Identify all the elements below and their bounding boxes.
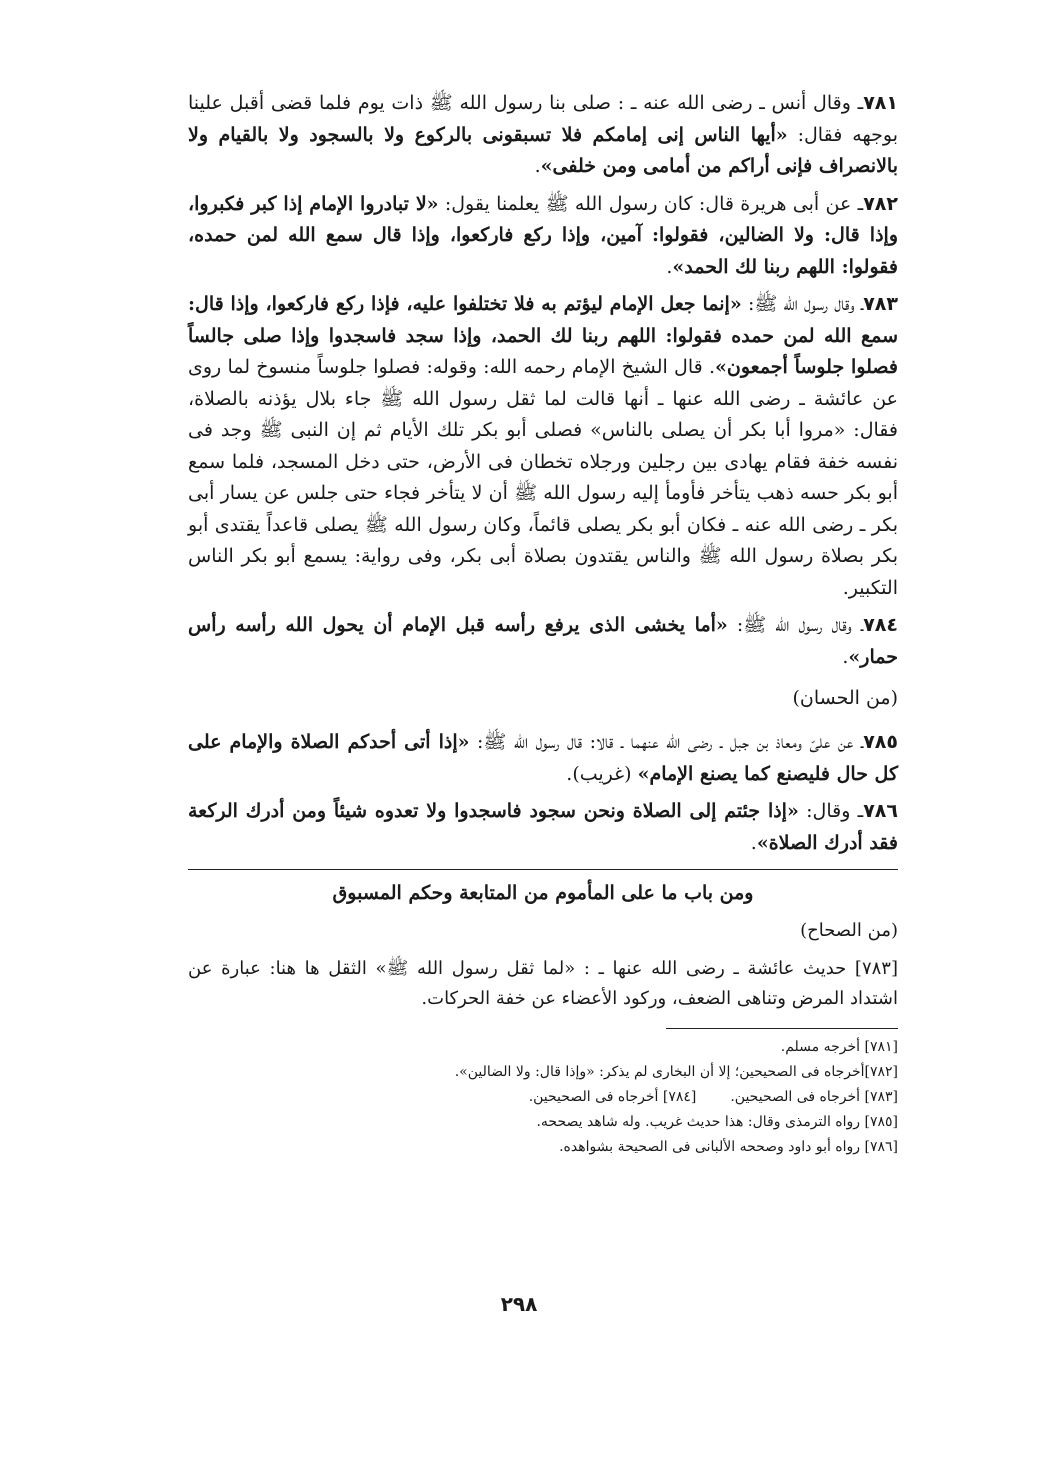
section-divider [188, 869, 898, 870]
footnote-781: [٧٨١] أخرجه مسلم. [780, 1039, 898, 1055]
page-number: ٢٩٨ [500, 1292, 538, 1316]
hadith-text: «إذا أتى أحدكم الصلاة والإمام على كل حال فليصنع كما يصنع الإمام» [188, 731, 898, 785]
hadith-number: ٧٨٣ [863, 293, 898, 315]
hadith-text: «إذا جئتم إلى الصلاة ونحن سجود فاسجدوا ولا تعدوه شيئاً ومن أدرك الركعة فقد أدرك الصلاة» [188, 800, 898, 854]
hadith-tail: (غريب). [566, 762, 638, 785]
hadith-tail: . [534, 155, 541, 177]
page-body [188, 88, 898, 1160]
hadith-783 [188, 289, 898, 604]
hadith-tail: . [842, 645, 849, 668]
hadith-number: ٧٨١ [863, 92, 898, 114]
hadith-784 [188, 610, 898, 673]
hadith-intro: ـ عن علىّ ومعاذ بن جبل ـ رضى الله عنهما ـ قالا: قال رسول الله ﷺ: [469, 731, 864, 753]
hadith-text: «أما يخشى الذى يرفع رأسه قبل الإمام أن يحول الله رأسه رأس حمار» [188, 614, 898, 668]
section-heading: ومن باب ما على المأموم من المتابعة وحكم المسبوق [332, 882, 754, 904]
hadith-number: ٧٨٦ [863, 800, 898, 822]
hadith-tail: . قال الشيخ الإمام رحمه الله: وقوله: فصلوا جلوساً منسوخ لما روى عن عائشة ـ رضى الله عنها ـ أنها قالت لما ثقل رسول الله ﷺ جاء بلال يؤذنه بالصلاة، فقال: «مروا أبا بكر أن يصلى بالناس» فصلى أبو بكر تلك الأيام ثم إن النبى ﷺ وجد فى نفسه خفة فقام يهادى بين رجلين ورجلاه تخطان فى الأرض، حتى دخل المسجد، فلما سمع أبو بكر حسه ذهب يتأخر فأومأ إليه رسول الله ﷺ أن لا يتأخر فجاء حتى جلس عن يسار أبى بكر ـ رضى الله عنه ـ فكان أبو بكر يصلى قائماً، وكان رسول الله ﷺ يصلى قاعداً يقتدى أبو بكر بصلاة رسول الله ﷺ والناس يقتدون بصلاة أبى بكر، وفى رواية: يسمع أبو بكر الناس التكبير. [188, 356, 898, 599]
grade-sahih-label: (من الصحاح) [800, 920, 898, 941]
hadith-number: ٧٨٤ [863, 614, 898, 636]
footnote-785: [٧٨٥] رواه الترمذى وقال: هذا حديث غريب. وله شاهد يصححه. [536, 1114, 898, 1130]
footnote-782: [٧٨٢]أخرجاه فى الصحيحين؛ إلا أن البخارى لم يذكر: «وإذا قال: ولا الضالين». [454, 1064, 898, 1080]
hadith-number: ٧٨٥ [863, 731, 898, 753]
footnotes [188, 1035, 898, 1160]
footnote-row [188, 1085, 898, 1110]
hadith-781 [188, 88, 898, 183]
hadith-tail: . [750, 831, 757, 854]
commentary-783: [٧٨٣] حديث عائشة ـ رضى الله عنها ـ : «لما ثقل رسول الله ﷺ» الثقل ها هنا: عبارة عن اشتداد المرض وتناهى الضعف، وركود الأعضاء عن خفة الحركات. [188, 958, 898, 1009]
hadith-intro: ـ وقال: [798, 800, 864, 822]
hadith-intro: ـ وقال رسول الله ﷺ: [727, 614, 864, 636]
hadith-782 [188, 189, 898, 284]
hadith-786 [188, 796, 898, 859]
hadith-text: «أيها الناس إنى إمامكم فلا تسبقونى بالركوع ولا بالسجود ولا بالقيام ولا بالانصراف فإنى أراكم من أمامى ومن خلفى» [188, 123, 898, 177]
hadith-text: «لا تبادروا الإمام إذا كبر فكبروا، وإذا قال: ولا الضالين، فقولوا: آمين، وإذا ركع فاركعوا، وإذا قال سمع الله لمن حمده، فقولوا: اللهم ربنا لك الحمد» [188, 192, 898, 278]
hadith-intro: ـ وقال رسول الله ﷺ: [741, 293, 864, 315]
footnote-784: [٧٨٤] أخرجاه فى الصحيحين. [528, 1089, 697, 1105]
hadith-intro: ـ عن أبى هريرة قال: كان رسول الله ﷺ يعلمنا يقول: [438, 192, 864, 215]
hadith-text: «إنما جعل الإمام ليؤتم به فلا تختلفوا عليه، فإذا ركع فاركعوا، وإذا قال: سمع الله لمن حمده فقولوا: اللهم ربنا لك الحمد، وإذا سجد فاسجدوا وإذا صلى جالساً فصلوا جلوساً أجمعون» [188, 293, 898, 378]
footnote-divider [666, 1028, 898, 1029]
grade-hasan-label: (من الحسان) [792, 687, 898, 709]
hadith-intro: ـ وقال أنس ـ رضى الله عنه ـ : صلى بنا رسول الله ﷺ ذات يوم فلما قضى أقبل علينا بوجهه فقال: [188, 92, 898, 146]
hadith-tail: . [666, 255, 673, 278]
hadith-number: ٧٨٢ [863, 192, 898, 215]
footnote-786: [٧٨٦] رواه أبو داود وصححه الألبانى فى الصحيحة بشواهده. [559, 1139, 898, 1155]
footnote-783: [٧٨٣] أخرجاه فى الصحيحين. [730, 1089, 898, 1105]
hadith-785 [188, 727, 898, 790]
